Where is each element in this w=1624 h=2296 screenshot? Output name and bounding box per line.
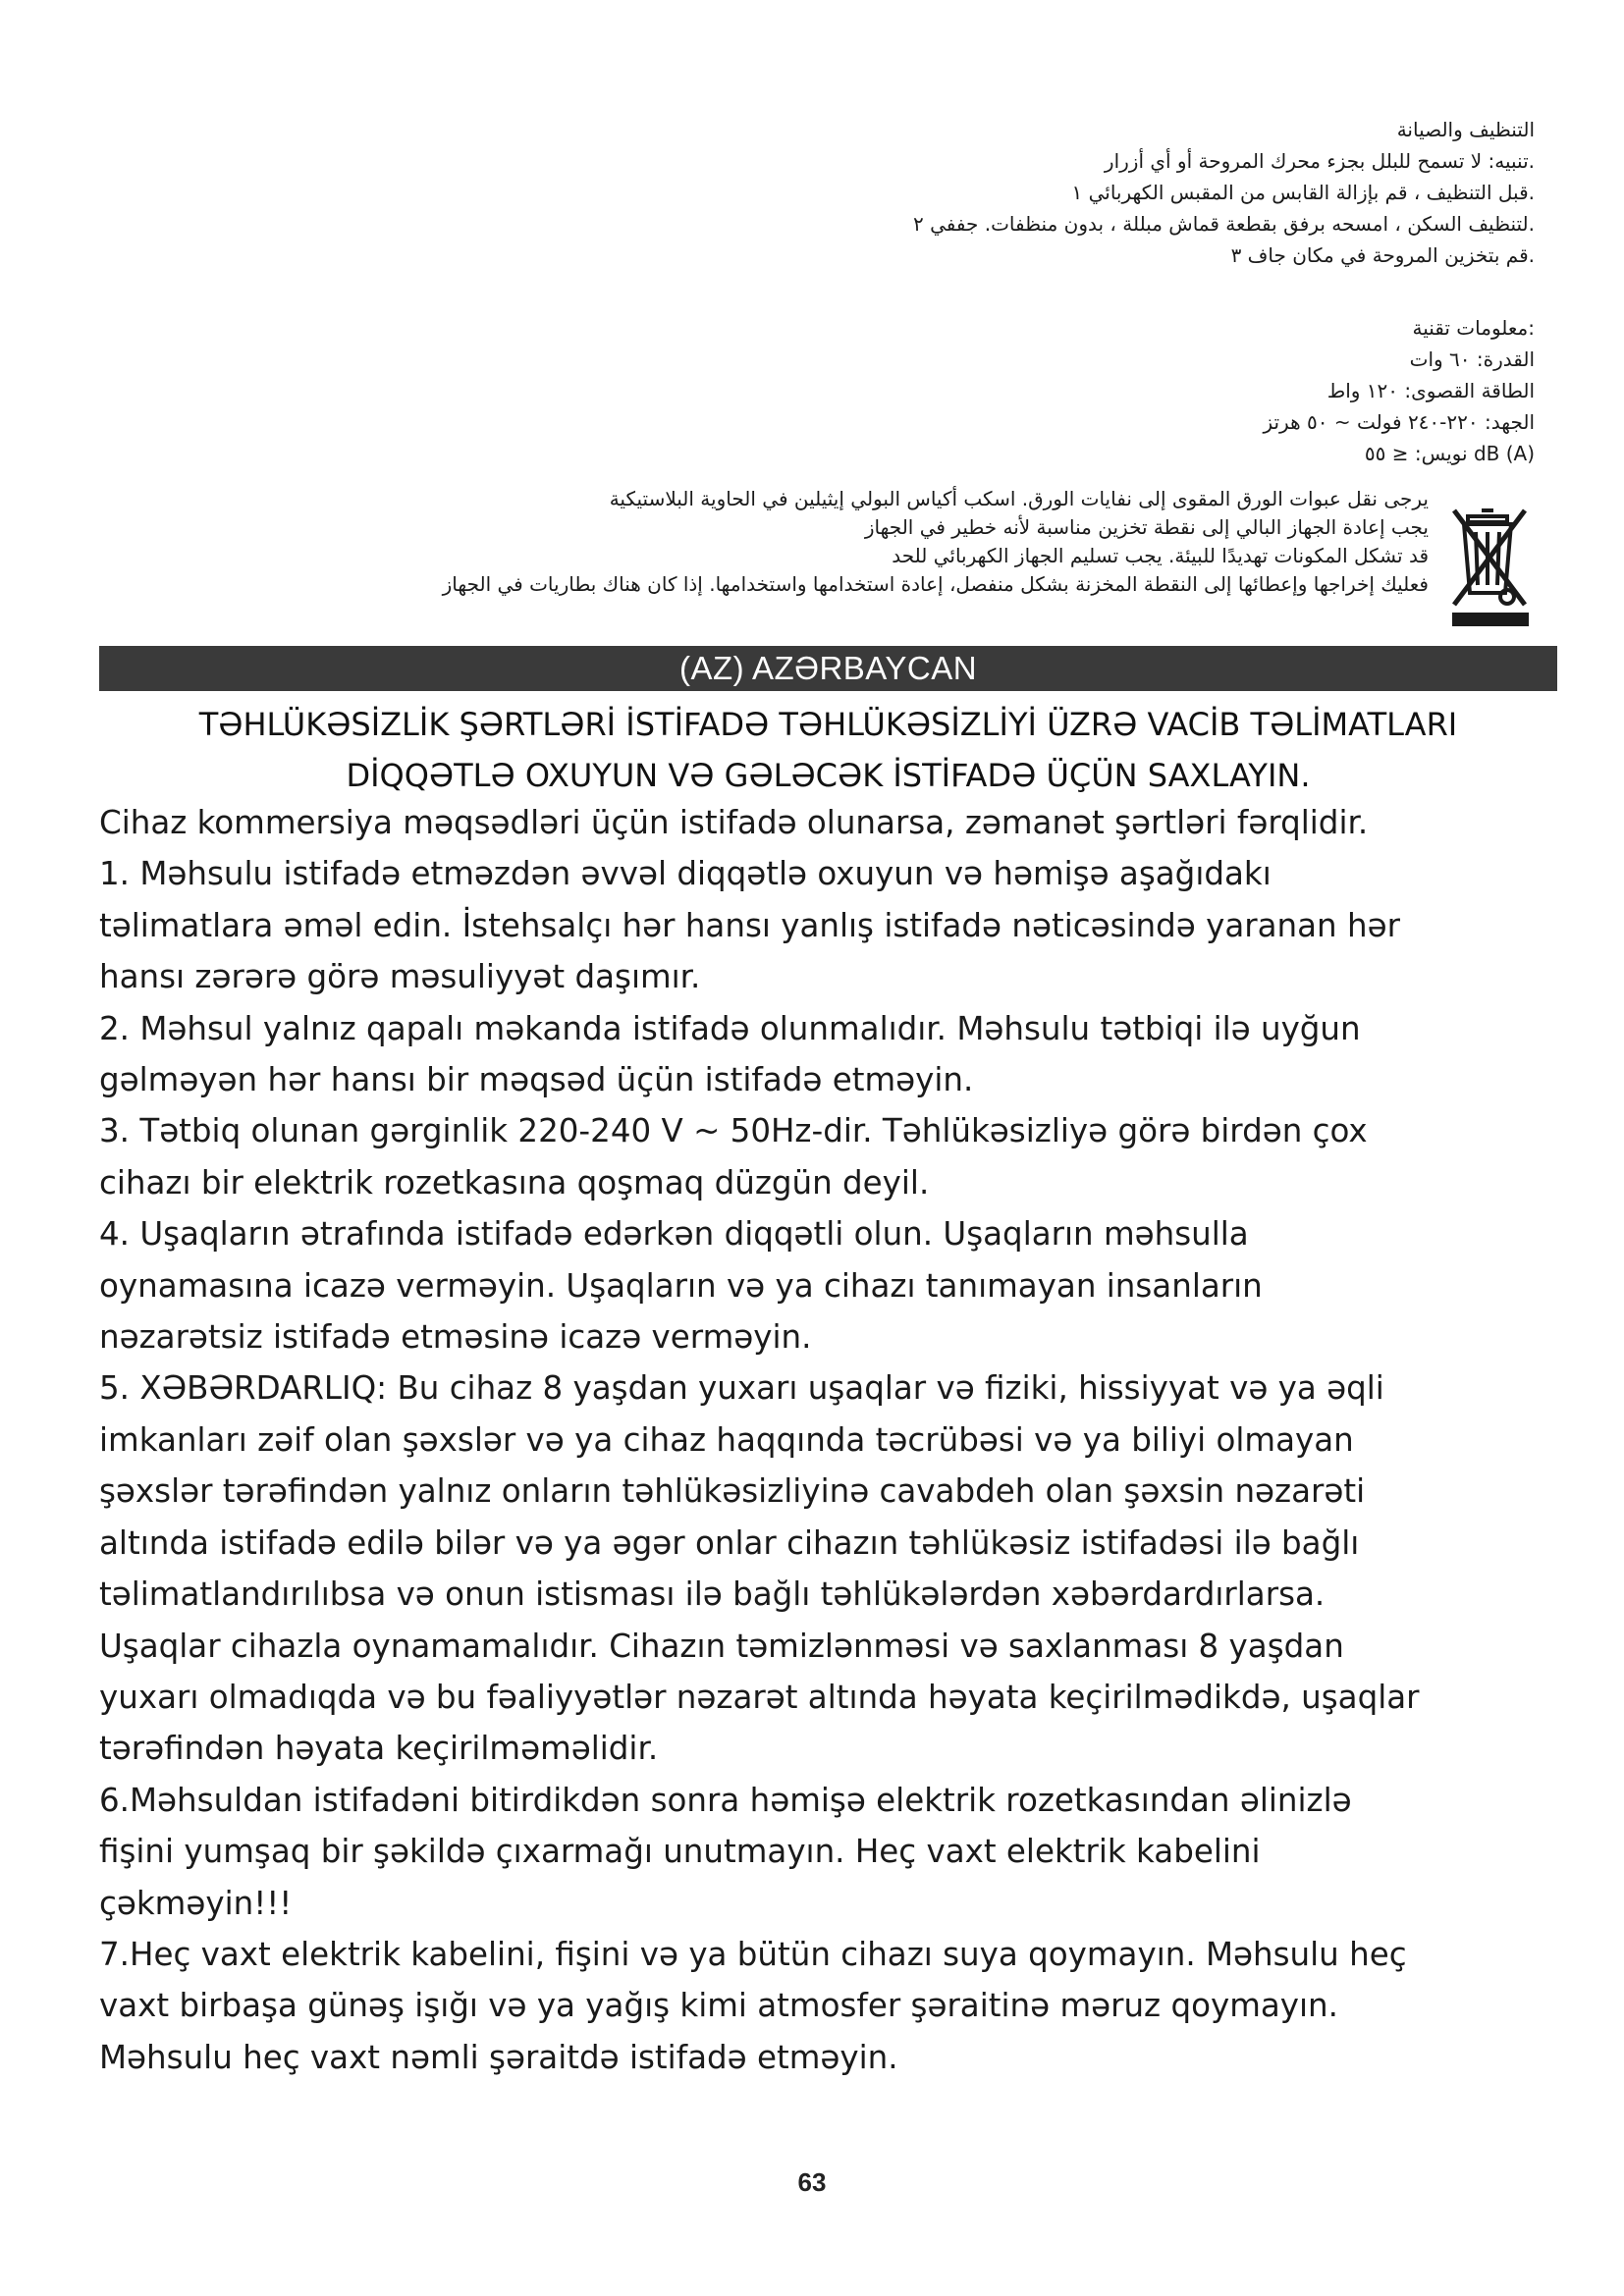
body-line: 5. XƏBƏRDARLIQ: Bu cihaz 8 yaşdan yuxarı uşaqlar və fiziki, hissiyyat və ya əqli	[99, 1369, 1384, 1408]
body-line: tərəfindən həyata keçirilməməlidir.	[99, 1730, 659, 1768]
safety-heading-line: TƏHLÜKƏSİZLİK ŞƏRTLƏRİ İSTİFADƏ TƏHLÜKƏSİZLİYİ ÜZRƏ VACİB TƏLİMATLARI	[198, 706, 1458, 743]
body-line: təlimatlandırılıbsa və onun istisması ilə bağlı təhlükələrdən xəbərdardırlarsa.	[99, 1575, 1326, 1614]
arabic-cleaning-line: .تنبيه: لا تسمح للبلل بجزء محرك المروحة أو أي أزرار	[1104, 149, 1535, 173]
arabic-tech-title: :معلومات تقنية	[1412, 316, 1535, 340]
weee-line: يرجى نقل عبوات الورق المقوى إلى نفايات الورق. اسكب أكياس البولي إيثيلين في الحاوية البلاستيكية	[609, 487, 1429, 510]
arabic-tech-noise: dB (A) نويس: ≤ ٥٥	[1364, 442, 1535, 465]
body-line: təlimatlara əməl edin. İstehsalçı hər hansı yanlış istifadə nəticəsində yaranan hər	[99, 906, 1400, 944]
body-line: imkanları zəif olan şəxslər və ya cihaz haqqında təcrübəsi və ya biliyi olmayan	[99, 1420, 1354, 1459]
weee-line: قد تشكل المكونات تهديدًا للبيئة. يجب تسليم الجهاز الكهربائي للحد	[892, 544, 1429, 567]
arabic-technical-info	[1263, 312, 1535, 469]
body-line: 3. Tətbiq olunan gərginlik 220-240 V ~ 50Hz-dir. Təhlükəsizliyə görə birdən çox	[99, 1112, 1368, 1150]
body-line: gəlməyən hər hansı bir məqsəd üçün istifadə etməyin.	[99, 1061, 974, 1099]
body-line: 1. Məhsulu istifadə etməzdən əvvəl diqqətlə oxuyun və həmişə aşağıdakı	[99, 855, 1272, 893]
body-line: 4. Uşaqların ətrafında istifadə edərkən diqqətli olun. Uşaqların məhsulla	[99, 1215, 1249, 1254]
weee-disposal-notice	[160, 485, 1535, 638]
body-line: yuxarı olmadıqda və bu fəaliyyətlər nəzarət altında həyata keçirilmədikdə, uşaqlar	[99, 1678, 1420, 1716]
arabic-cleaning-section	[913, 114, 1535, 271]
page-number: 63	[797, 2167, 827, 2197]
arabic-tech-voltage: الجهد: ٢٢٠-٢٤٠ فولت ~ ٥٠ هرتز	[1263, 410, 1535, 434]
body-line: Məhsulu heç vaxt nəmli şəraitdə istifadə etməyin.	[99, 2038, 898, 2076]
body-line: hansı zərərə görə məsuliyyət daşımır.	[99, 958, 701, 996]
body-line: fişini yumşaq bir şəkildə çıxarmağı unutmayın. Heç vaxt elektrik kabelini	[99, 1833, 1261, 1871]
body-line: altında istifadə edilə bilər və ya əgər onlar cihazın təhlükəsiz istifadəsi ilə bağlı	[99, 1523, 1360, 1562]
body-line: şəxslər tərəfindən yalnız onların təhlükəsizliyinə cavabdeh olan şəxsin nəzarəti	[99, 1472, 1366, 1511]
language-section-banner: (AZ) AZƏRBAYCAN	[99, 646, 1557, 691]
crossed-out-wheelie-bin-icon	[1446, 503, 1535, 630]
body-line: çəkməyin!!!	[99, 1884, 293, 1922]
safety-heading-line: DİQQƏTLƏ OXUYUN VƏ GƏLƏCƏK İSTİFADƏ ÜÇÜN SAXLAYIN.	[346, 757, 1311, 794]
body-line: 6.Məhsuldan istifadəni bitirdikdən sonra həmişə elektrik rozetkasından əlinizlə	[99, 1781, 1352, 1819]
body-line: cihazı bir elektrik rozetkasına qoşmaq düzgün deyil.	[99, 1163, 930, 1201]
body-line: oynamasına icazə verməyin. Uşaqların və ya cihazı tanımayan insanların	[99, 1266, 1263, 1305]
arabic-tech-power: القدرة: ٦٠ وات	[1409, 347, 1535, 371]
weee-text	[443, 485, 1429, 599]
arabic-cleaning-line: .قم بتخزين المروحة في مكان جاف ٣	[1230, 243, 1535, 267]
arabic-cleaning-line: .قبل التنظيف ، قم بإزالة القابس من المقبس الكهربائي ١	[1071, 181, 1535, 204]
body-line: nəzarətsiz istifadə etməsinə icazə verməyin.	[99, 1318, 812, 1357]
body-line: 7.Heç vaxt elektrik kabelini, fişini və ya bütün cihazı suya qoymayın. Məhsulu heç	[99, 1935, 1407, 1973]
safety-instructions-body	[99, 797, 1564, 2083]
body-line: 2. Məhsul yalnız qapalı məkanda istifadə olunmalıdır. Məhsulu tətbiqi ilə uyğun	[99, 1009, 1361, 1047]
body-line: vaxt birbaşa günəş işığı və ya yağış kimi atmosfer şəraitinə məruz qoymayın.	[99, 1987, 1338, 2025]
body-line: Uşaqlar cihazla oynamamalıdır. Cihazın təmizlənməsi və saxlanması 8 yaşdan	[99, 1627, 1344, 1665]
arabic-cleaning-title: التنظيف والصيانة	[1396, 118, 1535, 141]
safety-heading	[99, 699, 1557, 801]
weee-line: يجب إعادة الجهاز البالي إلى نقطة تخزين مناسبة لأنه خطير في الجهاز	[864, 515, 1429, 539]
body-line: Cihaz kommersiya məqsədləri üçün istifadə olunarsa, zəmanət şərtləri fərqlidir.	[99, 804, 1369, 841]
arabic-cleaning-line: .لتنظيف السكن ، امسحه برفق بقطعة قماش مبللة ، بدون منظفات. جففي ٢	[913, 212, 1535, 236]
weee-line: فعليك إخراجها وإعطائها إلى النقطة المخزنة بشكل منفصل، إعادة استخدامها واستخدامها. إذا كان هناك بطاريات في الجهاز	[442, 572, 1429, 596]
arabic-tech-max-power: الطاقة القصوى: ١٢٠ واط	[1326, 379, 1535, 402]
